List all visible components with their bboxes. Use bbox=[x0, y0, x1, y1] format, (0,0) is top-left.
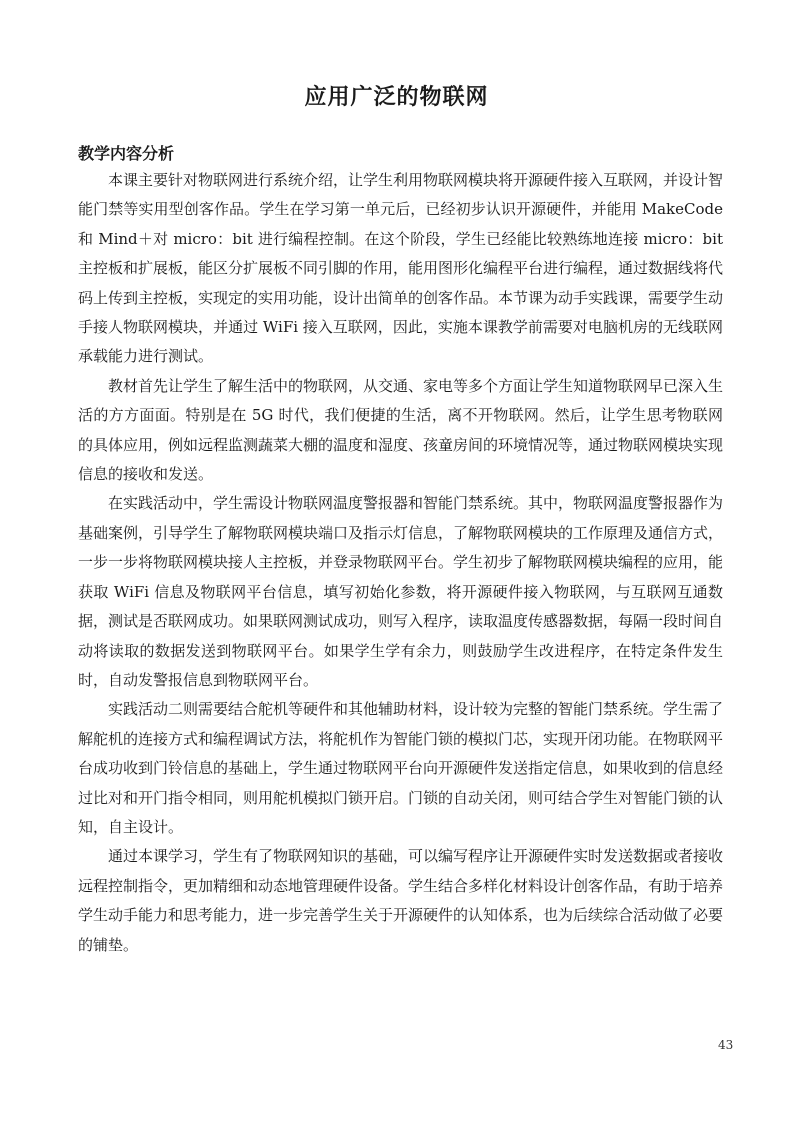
section-heading: 教学内容分析 bbox=[78, 144, 175, 163]
page-title: 应用广泛的物联网 bbox=[304, 84, 489, 110]
paragraph-1: 本课主要针对物联网进行系统介绍，让学生利用物联网模块将开源硬件接入互联网，并设计智能门禁等实用型创客作品。学生在学习第一单元后，已经初步认识开源硬件，并能用 MakeCode 和 Mind＋对 micro：bit 进行编程控制。在这个阶段，学生已经能比较熟练地连接 micro：bit 主控板和扩展板，能区分扩展板不同引脚的作用，能用图形化编程平台进行编程，通过数据线将代码上传到主控板，实现定的实用功能，设计出简单的创客作品。本节课为动手实践课，需要学生动手接人物联网模块，并通过 WiFi 接入互联网，因此，实施本课教学前需要对电脑机房的无线联网承载能力进行测试。 bbox=[78, 171, 724, 366]
body-text bbox=[78, 166, 723, 960]
page-number: 43 bbox=[718, 1038, 734, 1052]
paragraph-2: 教材首先让学生了解生活中的物联网，从交通、家电等多个方面让学生知道物联网早已深入生活的方方面面。特别是在 5G 时代，我们便捷的生活，离不开物联网。然后，让学生思考物联网的具体应用，例如远程监测蔬菜大棚的温度和湿度、孩童房间的环境情况等，通过物联网模块实现信息的接收和发送。 bbox=[78, 376, 724, 484]
paragraph-5: 通过本课学习，学生有了物联网知识的基础，可以编写程序让开源硬件实时发送数据或者接收远程控制指令，更加精细和动态地管理硬件设备。学生结合多样化材料设计创客作品，有助于培养学生动手能力和思考能力，进一步完善学生关于开源硬件的认知体系，也为后续综合活动做了必要的铺垫。 bbox=[78, 847, 724, 954]
paragraph-3: 在实践活动中，学生需设计物联网温度警报器和智能门禁系统。其中，物联网温度警报器作为基础案例，引导学生了解物联网模块端口及指示灯信息，了解物联网模块的工作原理及通信方式，一步一步将物联网模块接人主控板，并登录物联网平台。学生初步了解物联网模块编程的应用，能获取 WiFi 信息及物联网平台信息，填写初始化参数，将开源硬件接入物联网，与互联网互通数据，测试是否联网成功。如果联网测试成功，则写入程序，读取温度传感器数据，每隔一段时间自动将读取的数据发送到物联网平台。如果学生学有余力，则鼓励学生改进程序，在特定条件发生时，自动发警报信息到物联网平台。 bbox=[78, 494, 724, 689]
paragraph-4: 实践活动二则需要结合舵机等硬件和其他辅助材料，设计较为完整的智能门禁系统。学生需了解舵机的连接方式和编程调试方法，将舵机作为智能门锁的模拟门芯，实现开闭功能。在物联网平台成功收到门铃信息的基础上，学生通过物联网平台向开源硬件发送指定信息，如果收到的信息经过比对和开门指令相同，则用舵机模拟门锁开启。门锁的自动关闭，则可结合学生对智能门锁的认知，自主设计。 bbox=[78, 700, 724, 836]
